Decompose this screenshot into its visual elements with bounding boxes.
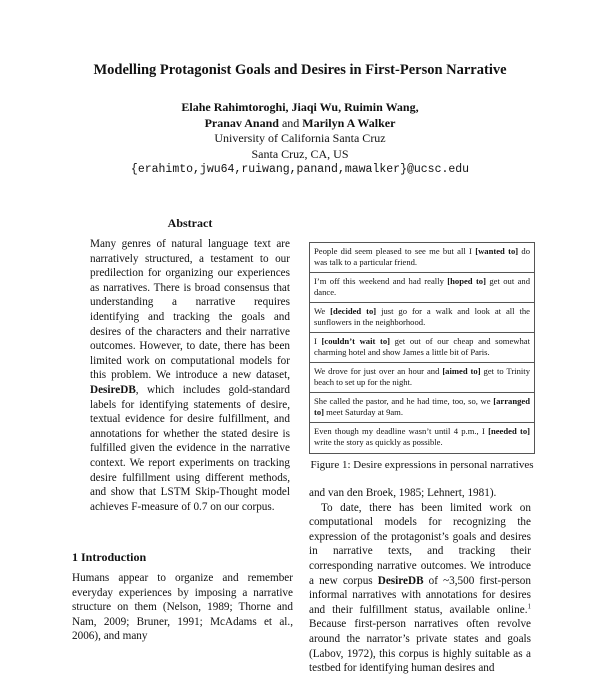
- figure-row: I’m off this weekend and had really [hoped to] get out and dance.: [310, 273, 534, 303]
- abstract-text: Many genres of natural language text are narratively structured, a testament to our predilection for organizing our experiences as narratives. There is broad consensus that understanding a narrative requires identifying and tracking the goals and desires of the characters and their narrative outcomes. However, to date, there has been limited work on computational models for this problem. We introduce a new dataset, DesireDB, which includes gold-standard labels for identifying statements of desire, textual evidence for desire fulfillment, and annotations for whether the stated desire is fulfilled given the evidence in the narrative context. We report experiments on tracking desire fulfillment using different methods, and show that LSTM Skip-Thought model achieves F-measure of 0.7 on our corpus.: [90, 238, 290, 513]
- author-block: [100, 100, 500, 178]
- figure-row: We [decided to] just go for a walk and look at all the sunflowers in the neighborhood.: [310, 303, 534, 333]
- figure-row: I [couldn’t wait to] get out of our cheap and somewhat charming hotel and show James a little bit of Paris.: [310, 333, 534, 363]
- section-heading-introduction: 1 Introduction: [72, 550, 147, 564]
- figure-row: People did seem pleased to see me but all I [wanted to] do was talk to a particular friend.: [310, 243, 534, 273]
- abstract-heading: Abstract: [167, 216, 213, 230]
- author-names-line2: Pranav Anand and Marilyn A Walker: [204, 115, 396, 130]
- figure-row: We drove for just over an hour and [aimed to] get to Trinity beach to set up for the night.: [310, 363, 534, 393]
- paper-title: Modelling Protagonist Goals and Desires in First-Person Narrative: [93, 62, 507, 78]
- figure-row: She called the pastor, and he had time, too, so, we [arranged to] meet Saturday at 9am.: [310, 393, 534, 423]
- paragraph: To date, there has been limited work on computational models for recognizing the expression of the protagonist’s goals and desires in narrative texts, and tracking their corresponding narrative outcomes. We introduce a new corpus DesireDB of ~3,500 first-person informal narratives with annotations for desires and their fulfillment status, available online.$^1$ Because first-person narratives often revolve around the narrator’s private states and goals (Labov, 1972), this corpus is highly suitable as a testbed for identifying human desires and: [309, 501, 531, 675]
- introduction-text: Humans appear to organize and remember everyday experiences by imposing a narrative structure on them (Nelson, 1989; Thorne and Nam, 2009; Bruner, 1991; McAdams et al., 2006), and many: [72, 572, 293, 643]
- right-column-text: [309, 486, 531, 676]
- figure-row: Even though my deadline wasn’t until 4 p.m., I [needed to] write the story as quickly as possible.: [314, 426, 531, 447]
- author-emails: {erahimto,jwu64,ruiwang,panand,mawalker}@ucsc.edu: [130, 163, 470, 176]
- figure-1-table: [309, 242, 535, 454]
- location: Santa Cruz, CA, US: [251, 146, 349, 161]
- author-names-line1: Elahe Rahimtoroghi, Jiaqi Wu, Ruimin Wang,: [181, 100, 419, 114]
- paragraph: and van den Broek, 1985; Lehnert, 1981).: [309, 487, 497, 499]
- footnote-marker: 1: [527, 602, 531, 611]
- figure-1-caption: Figure 1: Desire expressions in personal narratives: [310, 459, 534, 471]
- affiliation: University of California Santa Cruz: [214, 131, 386, 145]
